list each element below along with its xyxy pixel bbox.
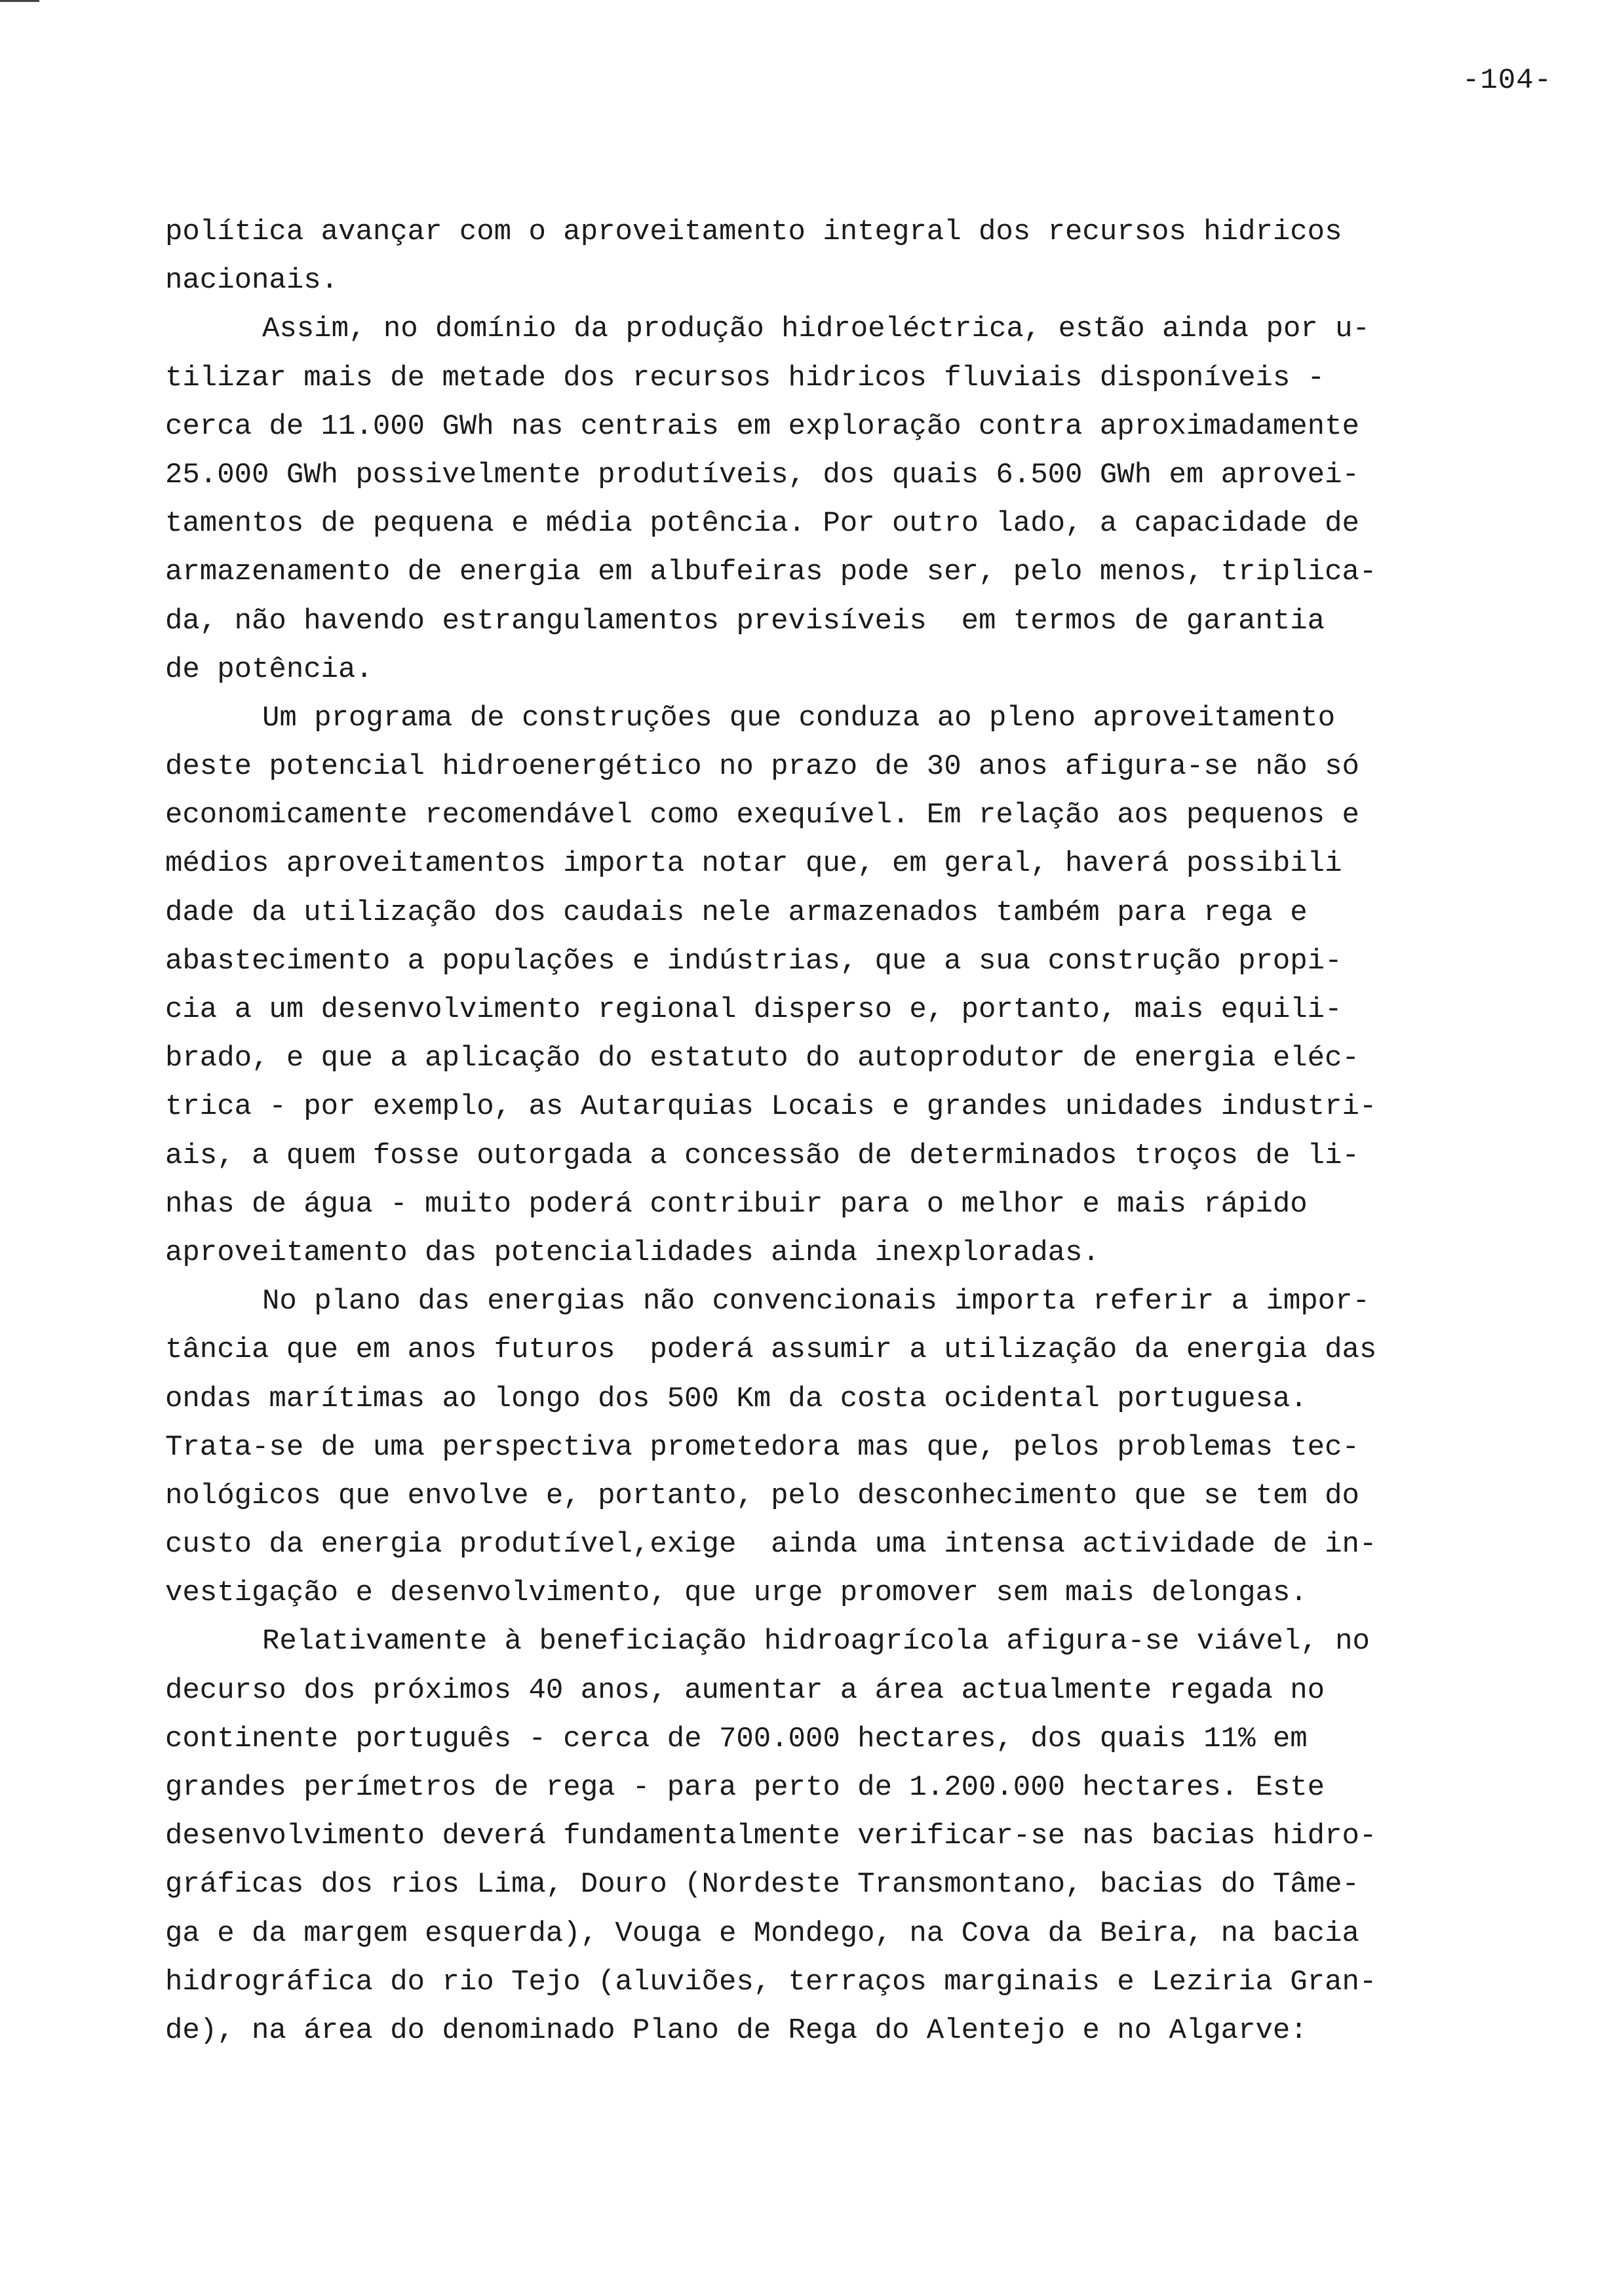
text-line: política avançar com o aproveitamento integral dos recursos hidricos: [165, 216, 1342, 248]
text-line: decurso dos próximos 40 anos, aumentar a área actualmente regada no: [165, 1674, 1325, 1707]
text-line: da, não havendo estrangulamentos previsíveis em termos de garantia: [165, 604, 1325, 638]
text-line: aproveitamento das potencialidades ainda inexploradas.: [165, 1236, 1100, 1269]
text-line: tância que em anos futuros poderá assumir a utilização da energia das: [165, 1333, 1377, 1367]
text-line: deste potencial hidroenergético no prazo de 30 anos afigura-se não só: [165, 750, 1359, 784]
text-line: abastecimento a populações e indústrias, que a sua construção propi-: [165, 944, 1342, 978]
text-line: trica - por exemplo, as Autarquias Locais e grandes unidades industri-: [165, 1090, 1377, 1124]
text-line: ga e da margem esquerda), Vouga e Mondego, na Cova da Beira, na bacia: [165, 1917, 1359, 1950]
text-line: ondas marítimas ao longo dos 500 Km da costa ocidental portuguesa.: [165, 1382, 1308, 1415]
text-line: hidrográfica do rio Tejo (aluviões, terraços marginais e Leziria Gran-: [165, 1965, 1377, 1999]
text-line: 25.000 GWh possivelmente produtíveis, dos quais 6.500 GWh em aprovei-: [165, 458, 1359, 491]
text-line: nacionais.: [165, 264, 339, 297]
text-line: cia a um desenvolvimento regional disperso e, portanto, mais equili-: [165, 993, 1342, 1026]
body-text: [165, 208, 1574, 2055]
paragraph-first-line: Relativamente à beneficiação hidroagrícola afigura-se viável, no: [262, 1625, 1370, 1658]
text-line: gráficas dos rios Lima, Douro (Nordeste Transmontano, bacias do Tâme-: [165, 1868, 1359, 1902]
text-line: vestigação e desenvolvimento, que urge promover sem mais delongas.: [165, 1577, 1308, 1610]
scan-corner-mark: [0, 0, 39, 2]
text-line: de potência.: [165, 653, 373, 686]
text-line: nhas de água - muito poderá contribuir para o melhor e mais rápido: [165, 1187, 1308, 1221]
text-line: Trata-se de uma perspectiva prometedora mas que, pelos problemas tec-: [165, 1430, 1359, 1464]
paragraph-first-line: Assim, no domínio da produção hidroeléctrica, estão ainda por u-: [262, 313, 1370, 346]
text-line: continente português - cerca de 700.000 hectares, dos quais 11% em: [165, 1722, 1308, 1755]
text-line: nológicos que envolve e, portanto, pelo desconhecimento que se tem do: [165, 1479, 1359, 1512]
text-line: desenvolvimento deverá fundamentalmente verificar-se nas bacias hidro-: [165, 1820, 1377, 1853]
page-number: -104-: [1462, 64, 1552, 97]
text-line: dade da utilização dos caudais nele armazenados também para rega e: [165, 896, 1308, 929]
text-line: de), na área do denominado Plano de Rega do Alentejo e no Algarve:: [165, 2014, 1308, 2047]
paragraph-first-line: Um programa de construções que conduza ao pleno aproveitamento: [262, 701, 1336, 735]
text-line: tamentos de pequena e média potência. Por outro lado, a capacidade de: [165, 507, 1359, 541]
text-line: grandes perímetros de rega - para perto de 1.200.000 hectares. Este: [165, 1771, 1325, 1804]
text-line: cerca de 11.000 GWh nas centrais em exploração contra aproximadamente: [165, 410, 1359, 443]
text-line: ais, a quem fosse outorgada a concessão de determinados troços de li-: [165, 1139, 1359, 1172]
text-line: tilizar mais de metade dos recursos hidricos fluviais disponíveis -: [165, 361, 1325, 394]
text-line: armazenamento de energia em albufeiras pode ser, pelo menos, triplica-: [165, 556, 1377, 589]
text-line: brado, e que a aplicação do estatuto do autoprodutor de energia eléc-: [165, 1042, 1359, 1075]
text-line: custo da energia produtível,exige ainda uma intensa actividade de in-: [165, 1528, 1377, 1561]
text-line: médios aproveitamentos importa notar que, em geral, haverá possibili: [165, 847, 1342, 881]
paragraph-first-line: No plano das energias não convencionais importa referir a impor-: [262, 1285, 1370, 1318]
text-line: economicamente recomendável como exequível. Em relação aos pequenos e: [165, 799, 1359, 832]
